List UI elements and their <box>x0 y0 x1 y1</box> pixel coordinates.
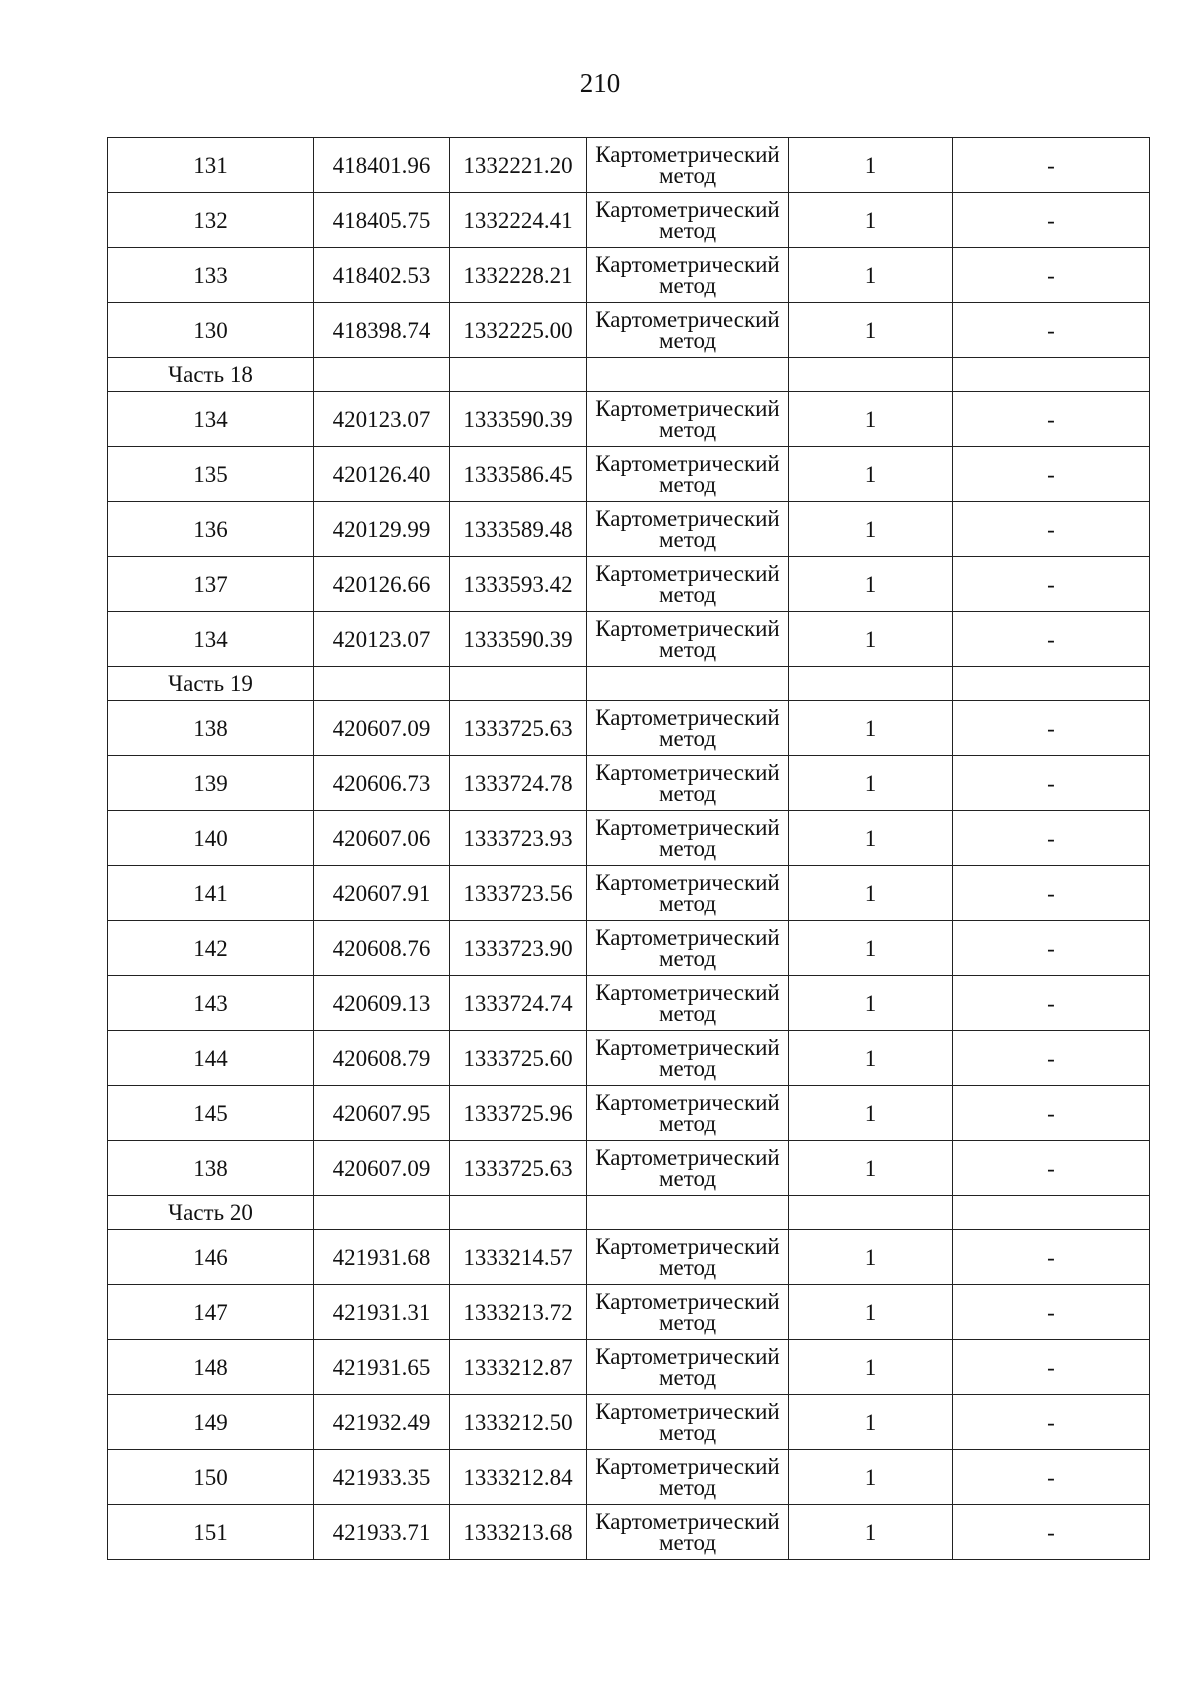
point-number-cell: 149 <box>108 1395 314 1450</box>
method-cell <box>587 1505 789 1560</box>
empty-cell <box>789 667 953 701</box>
method-cell <box>587 1340 789 1395</box>
method-line-1: Картометрический <box>595 1145 780 1170</box>
y-coordinate-cell: 1333213.68 <box>450 1505 587 1560</box>
description-cell: - <box>953 1285 1150 1340</box>
x-coordinate-cell: 420123.07 <box>314 612 450 667</box>
x-coordinate-cell: 418405.75 <box>314 193 450 248</box>
table-row <box>108 557 1150 612</box>
method-line-2: метод <box>658 417 717 442</box>
point-number-cell: 145 <box>108 1086 314 1141</box>
table-row <box>108 612 1150 667</box>
table-row <box>108 447 1150 502</box>
method-line-2: метод <box>658 328 717 353</box>
description-cell: - <box>953 976 1150 1031</box>
accuracy-cell: 1 <box>789 447 953 502</box>
y-coordinate-cell: 1333723.56 <box>450 866 587 921</box>
description-cell: - <box>953 1450 1150 1505</box>
point-number-cell: 143 <box>108 976 314 1031</box>
empty-cell <box>314 358 450 392</box>
method-line-2: метод <box>658 891 717 916</box>
method-line-2: метод <box>658 1166 717 1191</box>
point-number-cell: 131 <box>108 138 314 193</box>
accuracy-cell: 1 <box>789 811 953 866</box>
y-coordinate-cell: 1332224.41 <box>450 193 587 248</box>
coordinates-table <box>107 137 1150 1560</box>
table-row <box>108 811 1150 866</box>
part-label: Часть 20 <box>108 1196 314 1230</box>
empty-cell <box>450 1196 587 1230</box>
description-cell: - <box>953 1230 1150 1285</box>
table-row <box>108 138 1150 193</box>
method-cell <box>587 138 789 193</box>
point-number-cell: 141 <box>108 866 314 921</box>
y-coordinate-cell: 1333723.90 <box>450 921 587 976</box>
empty-cell <box>587 358 789 392</box>
method-line-1: Картометрический <box>595 142 780 167</box>
table-row <box>108 193 1150 248</box>
y-coordinate-cell: 1333725.63 <box>450 1141 587 1196</box>
accuracy-cell: 1 <box>789 1086 953 1141</box>
point-number-cell: 134 <box>108 612 314 667</box>
method-cell <box>587 866 789 921</box>
point-number-cell: 138 <box>108 1141 314 1196</box>
point-number-cell: 135 <box>108 447 314 502</box>
x-coordinate-cell: 418402.53 <box>314 248 450 303</box>
accuracy-cell: 1 <box>789 701 953 756</box>
accuracy-cell: 1 <box>789 866 953 921</box>
table-row <box>108 701 1150 756</box>
method-line-1: Картометрический <box>595 396 780 421</box>
method-line-2: метод <box>658 1365 717 1390</box>
x-coordinate-cell: 421933.35 <box>314 1450 450 1505</box>
x-coordinate-cell: 420126.40 <box>314 447 450 502</box>
method-line-2: метод <box>658 472 717 497</box>
x-coordinate-cell: 420609.13 <box>314 976 450 1031</box>
accuracy-cell: 1 <box>789 138 953 193</box>
table-row <box>108 1086 1150 1141</box>
description-cell: - <box>953 1031 1150 1086</box>
empty-cell <box>314 667 450 701</box>
method-line-2: метод <box>658 637 717 662</box>
description-cell: - <box>953 138 1150 193</box>
method-line-2: метод <box>658 1111 717 1136</box>
table-row <box>108 502 1150 557</box>
x-coordinate-cell: 420607.91 <box>314 866 450 921</box>
x-coordinate-cell: 421932.49 <box>314 1395 450 1450</box>
accuracy-cell: 1 <box>789 248 953 303</box>
x-coordinate-cell: 420607.09 <box>314 701 450 756</box>
method-cell <box>587 248 789 303</box>
method-cell <box>587 1141 789 1196</box>
point-number-cell: 138 <box>108 701 314 756</box>
method-line-1: Картометрический <box>595 561 780 586</box>
y-coordinate-cell: 1333725.96 <box>450 1086 587 1141</box>
description-cell: - <box>953 866 1150 921</box>
y-coordinate-cell: 1333212.84 <box>450 1450 587 1505</box>
y-coordinate-cell: 1333590.39 <box>450 612 587 667</box>
description-cell: - <box>953 502 1150 557</box>
y-coordinate-cell: 1332225.00 <box>450 303 587 358</box>
empty-cell <box>587 667 789 701</box>
table-row <box>108 392 1150 447</box>
x-coordinate-cell: 420126.66 <box>314 557 450 612</box>
x-coordinate-cell: 421931.31 <box>314 1285 450 1340</box>
method-cell <box>587 557 789 612</box>
method-line-2: метод <box>658 582 717 607</box>
empty-cell <box>450 667 587 701</box>
method-line-2: метод <box>658 1310 717 1335</box>
y-coordinate-cell: 1333724.74 <box>450 976 587 1031</box>
y-coordinate-cell: 1333212.87 <box>450 1340 587 1395</box>
part-label: Часть 19 <box>108 667 314 701</box>
accuracy-cell: 1 <box>789 756 953 811</box>
empty-cell <box>953 667 1150 701</box>
description-cell: - <box>953 557 1150 612</box>
point-number-cell: 133 <box>108 248 314 303</box>
x-coordinate-cell: 420606.73 <box>314 756 450 811</box>
method-cell <box>587 1086 789 1141</box>
table-row <box>108 1340 1150 1395</box>
description-cell: - <box>953 1340 1150 1395</box>
method-cell <box>587 502 789 557</box>
point-number-cell: 144 <box>108 1031 314 1086</box>
method-line-2: метод <box>658 1420 717 1445</box>
method-line-2: метод <box>658 1255 717 1280</box>
x-coordinate-cell: 420607.09 <box>314 1141 450 1196</box>
y-coordinate-cell: 1333593.42 <box>450 557 587 612</box>
y-coordinate-cell: 1333724.78 <box>450 756 587 811</box>
accuracy-cell: 1 <box>789 1340 953 1395</box>
method-line-2: метод <box>658 836 717 861</box>
x-coordinate-cell: 421931.68 <box>314 1230 450 1285</box>
method-cell <box>587 193 789 248</box>
method-line-2: метод <box>658 273 717 298</box>
method-cell <box>587 1031 789 1086</box>
table-row <box>108 1285 1150 1340</box>
accuracy-cell: 1 <box>789 1505 953 1560</box>
method-line-2: метод <box>658 218 717 243</box>
method-line-1: Картометрический <box>595 307 780 332</box>
part-header-row <box>108 667 1150 701</box>
x-coordinate-cell: 421933.71 <box>314 1505 450 1560</box>
empty-cell <box>789 358 953 392</box>
method-cell <box>587 811 789 866</box>
accuracy-cell: 1 <box>789 193 953 248</box>
method-line-2: метод <box>658 1475 717 1500</box>
y-coordinate-cell: 1333212.50 <box>450 1395 587 1450</box>
method-line-2: метод <box>658 1530 717 1555</box>
point-number-cell: 140 <box>108 811 314 866</box>
point-number-cell: 130 <box>108 303 314 358</box>
description-cell: - <box>953 1395 1150 1450</box>
empty-cell <box>314 1196 450 1230</box>
y-coordinate-cell: 1333214.57 <box>450 1230 587 1285</box>
point-number-cell: 134 <box>108 392 314 447</box>
accuracy-cell: 1 <box>789 1230 953 1285</box>
method-line-2: метод <box>658 1001 717 1026</box>
method-cell <box>587 612 789 667</box>
method-line-1: Картометрический <box>595 451 780 476</box>
x-coordinate-cell: 420607.95 <box>314 1086 450 1141</box>
table-row <box>108 1505 1150 1560</box>
method-cell <box>587 1395 789 1450</box>
y-coordinate-cell: 1333589.48 <box>450 502 587 557</box>
y-coordinate-cell: 1333723.93 <box>450 811 587 866</box>
method-line-1: Картометрический <box>595 815 780 840</box>
method-line-1: Картометрический <box>595 616 780 641</box>
x-coordinate-cell: 420129.99 <box>314 502 450 557</box>
description-cell: - <box>953 811 1150 866</box>
page-number: 210 <box>579 68 621 98</box>
accuracy-cell: 1 <box>789 1141 953 1196</box>
x-coordinate-cell: 420608.76 <box>314 921 450 976</box>
accuracy-cell: 1 <box>789 612 953 667</box>
point-number-cell: 136 <box>108 502 314 557</box>
point-number-cell: 150 <box>108 1450 314 1505</box>
method-cell <box>587 1285 789 1340</box>
method-line-1: Картометрический <box>595 1344 780 1369</box>
accuracy-cell: 1 <box>789 1450 953 1505</box>
y-coordinate-cell: 1333213.72 <box>450 1285 587 1340</box>
description-cell: - <box>953 921 1150 976</box>
method-line-1: Картометрический <box>595 197 780 222</box>
point-number-cell: 132 <box>108 193 314 248</box>
method-cell <box>587 1230 789 1285</box>
table-row <box>108 1230 1150 1285</box>
empty-cell <box>953 358 1150 392</box>
description-cell: - <box>953 303 1150 358</box>
accuracy-cell: 1 <box>789 392 953 447</box>
point-number-cell: 137 <box>108 557 314 612</box>
method-line-2: метод <box>658 1056 717 1081</box>
y-coordinate-cell: 1333725.63 <box>450 701 587 756</box>
coordinates-table-body <box>108 138 1150 1560</box>
description-cell: - <box>953 612 1150 667</box>
table-row <box>108 866 1150 921</box>
point-number-cell: 147 <box>108 1285 314 1340</box>
x-coordinate-cell: 418401.96 <box>314 138 450 193</box>
method-line-1: Картометрический <box>595 925 780 950</box>
point-number-cell: 151 <box>108 1505 314 1560</box>
point-number-cell: 148 <box>108 1340 314 1395</box>
method-line-1: Картометрический <box>595 705 780 730</box>
empty-cell <box>587 1196 789 1230</box>
description-cell: - <box>953 756 1150 811</box>
accuracy-cell: 1 <box>789 976 953 1031</box>
accuracy-cell: 1 <box>789 1285 953 1340</box>
method-line-2: метод <box>658 527 717 552</box>
description-cell: - <box>953 701 1150 756</box>
part-label: Часть 18 <box>108 358 314 392</box>
method-line-1: Картометрический <box>595 506 780 531</box>
method-line-2: метод <box>658 781 717 806</box>
accuracy-cell: 1 <box>789 303 953 358</box>
method-cell <box>587 303 789 358</box>
method-line-1: Картометрический <box>595 870 780 895</box>
accuracy-cell: 1 <box>789 1031 953 1086</box>
x-coordinate-cell: 420608.79 <box>314 1031 450 1086</box>
table-row <box>108 1031 1150 1086</box>
method-cell <box>587 921 789 976</box>
method-line-1: Картометрический <box>595 1289 780 1314</box>
method-line-1: Картометрический <box>595 1454 780 1479</box>
method-line-1: Картометрический <box>595 980 780 1005</box>
point-number-cell: 139 <box>108 756 314 811</box>
empty-cell <box>450 358 587 392</box>
method-line-1: Картометрический <box>595 252 780 277</box>
method-line-1: Картометрический <box>595 1234 780 1259</box>
point-number-cell: 146 <box>108 1230 314 1285</box>
point-number-cell: 142 <box>108 921 314 976</box>
y-coordinate-cell: 1333590.39 <box>450 392 587 447</box>
method-line-1: Картометрический <box>595 1399 780 1424</box>
description-cell: - <box>953 193 1150 248</box>
description-cell: - <box>953 1086 1150 1141</box>
table-row <box>108 303 1150 358</box>
method-line-1: Картометрический <box>595 1509 780 1534</box>
y-coordinate-cell: 1332221.20 <box>450 138 587 193</box>
part-header-row <box>108 358 1150 392</box>
table-row <box>108 921 1150 976</box>
description-cell: - <box>953 392 1150 447</box>
table-row <box>108 1141 1150 1196</box>
accuracy-cell: 1 <box>789 921 953 976</box>
method-line-1: Картометрический <box>595 1035 780 1060</box>
x-coordinate-cell: 420123.07 <box>314 392 450 447</box>
table-row <box>108 976 1150 1031</box>
table-row <box>108 1450 1150 1505</box>
empty-cell <box>953 1196 1150 1230</box>
method-cell <box>587 1450 789 1505</box>
method-line-1: Картометрический <box>595 1090 780 1115</box>
method-line-2: метод <box>658 726 717 751</box>
description-cell: - <box>953 248 1150 303</box>
empty-cell <box>789 1196 953 1230</box>
accuracy-cell: 1 <box>789 557 953 612</box>
method-line-2: метод <box>658 163 717 188</box>
table-row <box>108 248 1150 303</box>
method-line-2: метод <box>658 946 717 971</box>
y-coordinate-cell: 1333586.45 <box>450 447 587 502</box>
description-cell: - <box>953 1505 1150 1560</box>
part-header-row <box>108 1196 1150 1230</box>
method-cell <box>587 976 789 1031</box>
description-cell: - <box>953 1141 1150 1196</box>
accuracy-cell: 1 <box>789 502 953 557</box>
method-cell <box>587 392 789 447</box>
method-cell <box>587 756 789 811</box>
x-coordinate-cell: 418398.74 <box>314 303 450 358</box>
x-coordinate-cell: 420607.06 <box>314 811 450 866</box>
y-coordinate-cell: 1332228.21 <box>450 248 587 303</box>
table-row <box>108 1395 1150 1450</box>
x-coordinate-cell: 421931.65 <box>314 1340 450 1395</box>
method-line-1: Картометрический <box>595 760 780 785</box>
description-cell: - <box>953 447 1150 502</box>
method-cell <box>587 701 789 756</box>
y-coordinate-cell: 1333725.60 <box>450 1031 587 1086</box>
method-cell <box>587 447 789 502</box>
accuracy-cell: 1 <box>789 1395 953 1450</box>
table-row <box>108 756 1150 811</box>
